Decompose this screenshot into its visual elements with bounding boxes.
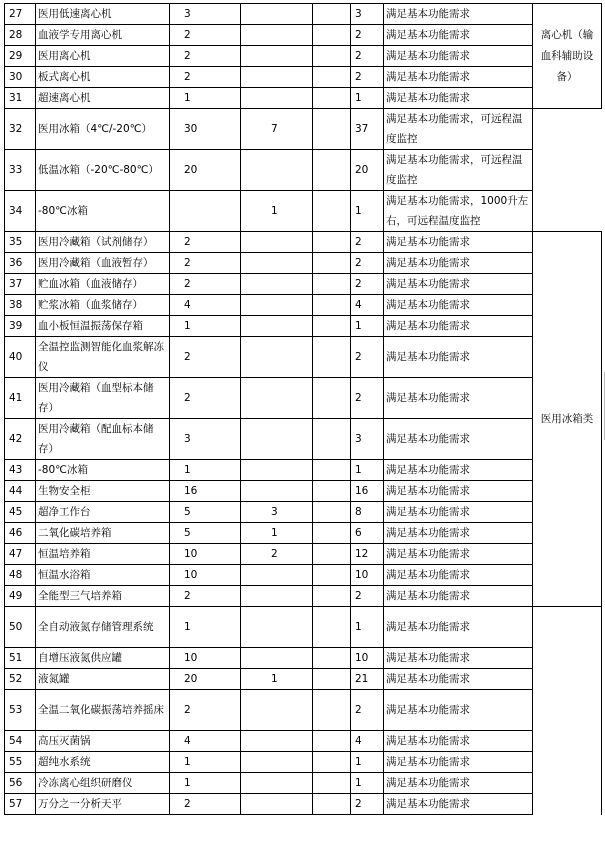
item-number: 33 (5, 150, 36, 191)
qty-total: 2 (351, 690, 384, 731)
item-name: 液氮罐 (36, 669, 170, 690)
qty-c (313, 150, 351, 191)
item-name: 贮浆冰箱（血浆储存） (36, 295, 170, 316)
qty-b (241, 731, 313, 752)
qty-total: 2 (351, 232, 384, 253)
table-row (5, 295, 602, 316)
item-number: 40 (5, 337, 36, 378)
category-label: 离心机（输血科辅助设备） (533, 4, 602, 109)
item-name: 医用冰箱（4℃/-20℃） (36, 109, 170, 150)
qty-c (313, 253, 351, 274)
table-row (5, 419, 602, 460)
qty-a: 10 (170, 648, 241, 669)
qty-c (313, 794, 351, 815)
requirement: 满足基本功能需求 (384, 460, 533, 481)
item-number: 37 (5, 274, 36, 295)
qty-total: 2 (351, 274, 384, 295)
table-row (5, 773, 602, 794)
qty-a: 2 (170, 253, 241, 274)
requirement: 满足基本功能需求 (384, 46, 533, 67)
table-row (5, 481, 602, 502)
item-name: 血液学专用离心机 (36, 25, 170, 46)
item-name: 二氧化碳培养箱 (36, 523, 170, 544)
requirement: 满足基本功能需求 (384, 752, 533, 773)
qty-c (313, 460, 351, 481)
requirement: 满足基本功能需求，1000升左右，可远程温度监控 (384, 191, 533, 232)
qty-total: 10 (351, 565, 384, 586)
qty-b: 3 (241, 502, 313, 523)
requirement: 满足基本功能需求 (384, 25, 533, 46)
qty-total: 12 (351, 544, 384, 565)
qty-a: 2 (170, 794, 241, 815)
qty-b (241, 316, 313, 337)
table-row (5, 731, 602, 752)
qty-b (241, 460, 313, 481)
requirement: 满足基本功能需求 (384, 794, 533, 815)
qty-b (241, 232, 313, 253)
qty-a: 1 (170, 607, 241, 648)
item-number: 38 (5, 295, 36, 316)
equipment-table (4, 3, 602, 815)
table-row (5, 109, 602, 150)
qty-c (313, 316, 351, 337)
table-row (5, 502, 602, 523)
item-number: 52 (5, 669, 36, 690)
qty-a (170, 191, 241, 232)
qty-c (313, 773, 351, 794)
qty-b (241, 607, 313, 648)
table-row (5, 274, 602, 295)
qty-b (241, 690, 313, 731)
table-row (5, 794, 602, 815)
qty-a: 10 (170, 565, 241, 586)
qty-c (313, 731, 351, 752)
qty-a: 1 (170, 773, 241, 794)
qty-total: 3 (351, 4, 384, 25)
item-number: 42 (5, 419, 36, 460)
requirement: 满足基本功能需求 (384, 274, 533, 295)
qty-c (313, 502, 351, 523)
qty-total: 1 (351, 316, 384, 337)
requirement: 满足基本功能需求 (384, 565, 533, 586)
qty-a: 5 (170, 502, 241, 523)
item-name: 生物安全柜 (36, 481, 170, 502)
qty-a: 2 (170, 25, 241, 46)
qty-total: 2 (351, 337, 384, 378)
item-name: 医用冷藏箱（血型标本储存） (36, 378, 170, 419)
item-number: 44 (5, 481, 36, 502)
qty-c (313, 669, 351, 690)
qty-a: 1 (170, 316, 241, 337)
qty-total: 2 (351, 586, 384, 607)
table-row (5, 46, 602, 67)
item-name: 医用冷藏箱（试剂储存） (36, 232, 170, 253)
qty-total: 2 (351, 253, 384, 274)
item-number: 31 (5, 88, 36, 109)
table-row (5, 586, 602, 607)
item-number: 43 (5, 460, 36, 481)
qty-total: 1 (351, 191, 384, 232)
requirement: 满足基本功能需求，可远程温度监控 (384, 109, 533, 150)
item-number: 29 (5, 46, 36, 67)
qty-c (313, 607, 351, 648)
item-name: 全温控监测智能化血浆解冻仪 (36, 337, 170, 378)
item-name: -80℃冰箱 (36, 191, 170, 232)
qty-b (241, 337, 313, 378)
qty-b (241, 67, 313, 88)
item-number: 47 (5, 544, 36, 565)
qty-c (313, 690, 351, 731)
requirement: 满足基本功能需求 (384, 773, 533, 794)
qty-total: 4 (351, 731, 384, 752)
qty-c (313, 481, 351, 502)
qty-b (241, 752, 313, 773)
qty-total: 2 (351, 46, 384, 67)
requirement: 满足基本功能需求 (384, 523, 533, 544)
qty-total: 1 (351, 773, 384, 794)
requirement: 满足基本功能需求 (384, 67, 533, 88)
qty-b (241, 794, 313, 815)
item-name: 低温冰箱（-20℃-80℃） (36, 150, 170, 191)
qty-b (241, 648, 313, 669)
qty-c (313, 274, 351, 295)
qty-b: 1 (241, 669, 313, 690)
table-row (5, 690, 602, 731)
category-label: 医用冰箱类 (533, 232, 602, 607)
requirement: 满足基本功能需求 (384, 253, 533, 274)
item-number: 57 (5, 794, 36, 815)
qty-c (313, 586, 351, 607)
item-number: 35 (5, 232, 36, 253)
qty-c (313, 46, 351, 67)
requirement: 满足基本功能需求 (384, 544, 533, 565)
requirement: 满足基本功能需求 (384, 337, 533, 378)
qty-total: 1 (351, 607, 384, 648)
qty-total: 1 (351, 460, 384, 481)
item-name: 高压灭菌锅 (36, 731, 170, 752)
qty-b (241, 378, 313, 419)
qty-b (241, 25, 313, 46)
qty-c (313, 565, 351, 586)
item-name: 恒温水浴箱 (36, 565, 170, 586)
requirement: 满足基本功能需求 (384, 88, 533, 109)
qty-total: 2 (351, 794, 384, 815)
item-name: 万分之一分析天平 (36, 794, 170, 815)
qty-a: 20 (170, 669, 241, 690)
table-row (5, 523, 602, 544)
table-row (5, 607, 602, 648)
qty-a: 2 (170, 378, 241, 419)
table-row (5, 232, 602, 253)
qty-b (241, 586, 313, 607)
requirement: 满足基本功能需求 (384, 232, 533, 253)
qty-c (313, 378, 351, 419)
table-row (5, 460, 602, 481)
qty-a: 3 (170, 419, 241, 460)
item-name: 血小板恒温振荡保存箱 (36, 316, 170, 337)
item-number: 51 (5, 648, 36, 669)
qty-b (241, 295, 313, 316)
item-number: 41 (5, 378, 36, 419)
qty-a: 10 (170, 544, 241, 565)
qty-total: 10 (351, 648, 384, 669)
qty-a: 20 (170, 150, 241, 191)
item-name: 医用冷藏箱（血液暂存） (36, 253, 170, 274)
qty-a: 2 (170, 46, 241, 67)
qty-total: 3 (351, 419, 384, 460)
qty-a: 2 (170, 337, 241, 378)
qty-c (313, 337, 351, 378)
qty-a: 30 (170, 109, 241, 150)
qty-total: 2 (351, 25, 384, 46)
table-row (5, 88, 602, 109)
qty-c (313, 88, 351, 109)
qty-c (313, 419, 351, 460)
qty-b (241, 419, 313, 460)
item-number: 36 (5, 253, 36, 274)
qty-b (241, 773, 313, 794)
table-row (5, 150, 602, 191)
qty-c (313, 191, 351, 232)
item-name: 医用离心机 (36, 46, 170, 67)
item-name: 医用冷藏箱（配血标本储存） (36, 419, 170, 460)
qty-b (241, 481, 313, 502)
qty-total: 2 (351, 378, 384, 419)
requirement: 满足基本功能需求 (384, 481, 533, 502)
qty-a: 1 (170, 752, 241, 773)
item-number: 30 (5, 67, 36, 88)
qty-total: 37 (351, 109, 384, 150)
qty-c (313, 109, 351, 150)
item-name: 自增压液氮供应罐 (36, 648, 170, 669)
table-row (5, 25, 602, 46)
qty-c (313, 25, 351, 46)
qty-a: 4 (170, 731, 241, 752)
qty-c (313, 295, 351, 316)
qty-b (241, 565, 313, 586)
qty-c (313, 544, 351, 565)
requirement: 满足基本功能需求 (384, 586, 533, 607)
requirement: 满足基本功能需求 (384, 648, 533, 669)
item-number: 56 (5, 773, 36, 794)
item-number: 50 (5, 607, 36, 648)
qty-c (313, 232, 351, 253)
item-name: 贮血冰箱（血液储存） (36, 274, 170, 295)
table-row (5, 565, 602, 586)
item-name: 板式离心机 (36, 67, 170, 88)
qty-total: 20 (351, 150, 384, 191)
table-row (5, 378, 602, 419)
item-name: -80℃冰箱 (36, 460, 170, 481)
item-number: 45 (5, 502, 36, 523)
table-row (5, 648, 602, 669)
qty-a: 16 (170, 481, 241, 502)
requirement: 满足基本功能需求 (384, 669, 533, 690)
qty-total: 4 (351, 295, 384, 316)
qty-total: 6 (351, 523, 384, 544)
table-row (5, 669, 602, 690)
requirement: 满足基本功能需求 (384, 419, 533, 460)
qty-b (241, 88, 313, 109)
qty-a: 1 (170, 88, 241, 109)
table-row (5, 544, 602, 565)
qty-total: 1 (351, 752, 384, 773)
item-name: 全温二氧化碳振荡培养摇床 (36, 690, 170, 731)
item-name: 全能型三气培养箱 (36, 586, 170, 607)
item-number: 34 (5, 191, 36, 232)
requirement: 满足基本功能需求 (384, 690, 533, 731)
item-number: 28 (5, 25, 36, 46)
qty-a: 2 (170, 690, 241, 731)
qty-c (313, 4, 351, 25)
item-number: 46 (5, 523, 36, 544)
qty-b: 7 (241, 109, 313, 150)
item-name: 恒温培养箱 (36, 544, 170, 565)
item-number: 48 (5, 565, 36, 586)
qty-b: 2 (241, 544, 313, 565)
requirement: 满足基本功能需求 (384, 502, 533, 523)
qty-b (241, 253, 313, 274)
qty-c (313, 523, 351, 544)
qty-b: 1 (241, 523, 313, 544)
item-number: 49 (5, 586, 36, 607)
table-row (5, 316, 602, 337)
table-row (5, 337, 602, 378)
qty-a: 5 (170, 523, 241, 544)
requirement: 满足基本功能需求 (384, 378, 533, 419)
qty-b (241, 274, 313, 295)
qty-total: 1 (351, 88, 384, 109)
item-number: 54 (5, 731, 36, 752)
qty-b (241, 150, 313, 191)
item-number: 39 (5, 316, 36, 337)
item-number: 55 (5, 752, 36, 773)
qty-total: 2 (351, 67, 384, 88)
qty-c (313, 648, 351, 669)
item-number: 53 (5, 690, 36, 731)
qty-c (313, 752, 351, 773)
table-row (5, 752, 602, 773)
item-number: 27 (5, 4, 36, 25)
item-number: 32 (5, 109, 36, 150)
item-name: 全自动液氮存储管理系统 (36, 607, 170, 648)
item-name: 冷冻离心组织研磨仪 (36, 773, 170, 794)
item-name: 医用低速离心机 (36, 4, 170, 25)
qty-total: 16 (351, 481, 384, 502)
requirement: 满足基本功能需求 (384, 295, 533, 316)
requirement: 满足基本功能需求 (384, 731, 533, 752)
item-name: 超纯水系统 (36, 752, 170, 773)
requirement: 满足基本功能需求 (384, 607, 533, 648)
qty-a: 1 (170, 460, 241, 481)
qty-a: 3 (170, 4, 241, 25)
requirement: 满足基本功能需求 (384, 316, 533, 337)
qty-b (241, 46, 313, 67)
qty-a: 2 (170, 232, 241, 253)
table-row (5, 4, 602, 25)
qty-a: 2 (170, 274, 241, 295)
qty-total: 21 (351, 669, 384, 690)
requirement: 满足基本功能需求 (384, 4, 533, 25)
table-row (5, 67, 602, 88)
qty-a: 2 (170, 586, 241, 607)
table-row (5, 191, 602, 232)
qty-total: 8 (351, 502, 384, 523)
qty-b (241, 4, 313, 25)
qty-b: 1 (241, 191, 313, 232)
item-name: 超净工作台 (36, 502, 170, 523)
qty-c (313, 67, 351, 88)
qty-a: 2 (170, 67, 241, 88)
requirement: 满足基本功能需求，可远程温度监控 (384, 150, 533, 191)
item-name: 超速离心机 (36, 88, 170, 109)
table-row (5, 253, 602, 274)
qty-a: 4 (170, 295, 241, 316)
